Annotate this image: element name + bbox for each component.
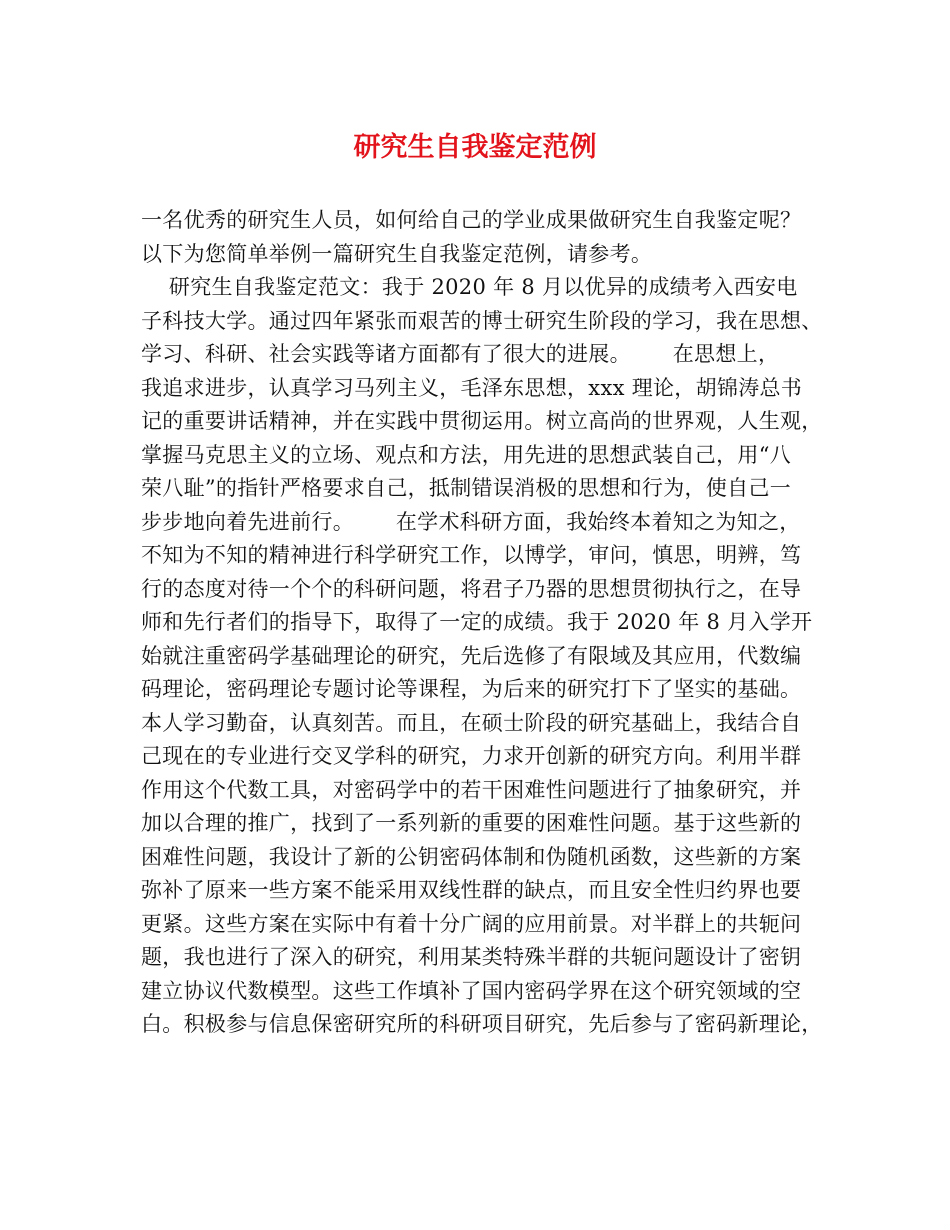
body-text-line: 研究生自我鉴定范文：我于 2020 年 8 月以优异的成绩考入西安电: [141, 275, 798, 299]
body-text-line: 白。积极参与信息保密研究所的科研项目研究，先后参与了密码新理论，: [141, 1012, 823, 1036]
body-text-line: 一名优秀的研究生人员，如何给自己的学业成果做研究生自我鉴定呢？: [141, 208, 802, 232]
body-text-line: 子科技大学。通过四年紧张而艰苦的博士研究生阶段的学习，我在思想、: [141, 308, 823, 333]
body-text-line: 步步地向着先进前行。 在学术科研方面，我始终本着知之为知之，: [141, 509, 801, 534]
body-text-line: 我追求进步，认真学习马列主义，毛泽东思想，xxx 理论，胡锦涛总书: [141, 375, 803, 400]
body-text-line: 始就注重密码学基础理论的研究，先后选修了有限域及其应用，代数编: [141, 643, 802, 668]
body-text-line: 码理论，密码理论专题讨论等课程，为后来的研究打下了坚实的基础。: [141, 677, 802, 701]
body-text-line: 学习、科研、社会实践等诸方面都有了很大的进展。 在思想上，: [141, 342, 780, 366]
body-text-line: 荣八耻”的指针严格要求自己，抵制错误消极的思想和行为，使自己一: [141, 476, 792, 500]
body-text-line: 更紧。这些方案在实际中有着十分广阔的应用前景。对半群上的共轭问: [141, 911, 802, 936]
body-text-line: 以下为您简单举例一篇研究生自我鉴定范例，请参考。: [141, 241, 653, 266]
body-text-line: 掌握马克思主义的立场、观点和方法，用先进的思想武装自己，用“八: [141, 442, 792, 467]
body-text-line: 弥补了原来一些方案不能采用双线性群的缺点，而且安全性归约界也要: [141, 878, 802, 902]
body-text-line: 行的态度对待一个个的科研问题，将君子乃器的思想贯彻执行之，在导: [141, 576, 802, 601]
body-text-line: 不知为不知的精神进行科学研究工作，以博学，审问，慎思，明辨，笃: [141, 543, 802, 567]
body-text-line: 本人学习勤奋，认真刻苦。而且，在硕士阶段的研究基础上，我结合自: [141, 710, 802, 735]
body-text-line: 困难性问题，我设计了新的公钥密码体制和伪随机函数，这些新的方案: [141, 844, 802, 869]
body-text-line: 题，我也进行了深入的研究，利用某类特殊半群的共轭问题设计了密钥: [141, 945, 802, 969]
body-text-line: 己现在的专业进行交叉学科的研究，力求开创新的研究方向。利用半群: [141, 744, 802, 768]
document-body: [141, 204, 831, 1042]
body-text-line: 建立协议代数模型。这些工作填补了国内密码学界在这个研究领域的空: [141, 978, 802, 1003]
body-text-line: 师和先行者们的指导下，取得了一定的成绩。我于 2020 年 8 月入学开: [141, 610, 813, 634]
body-text-line: 记的重要讲话精神，并在实践中贯彻运用。树立高尚的世界观，人生观，: [141, 409, 823, 433]
document-title: 研究生自我鉴定范例: [353, 132, 597, 163]
body-text-line: 加以合理的推广，找到了一系列新的重要的困难性问题。基于这些新的: [141, 811, 802, 835]
body-text-line: 作用这个代数工具，对密码学中的若干困难性问题进行了抽象研究，并: [141, 777, 802, 802]
